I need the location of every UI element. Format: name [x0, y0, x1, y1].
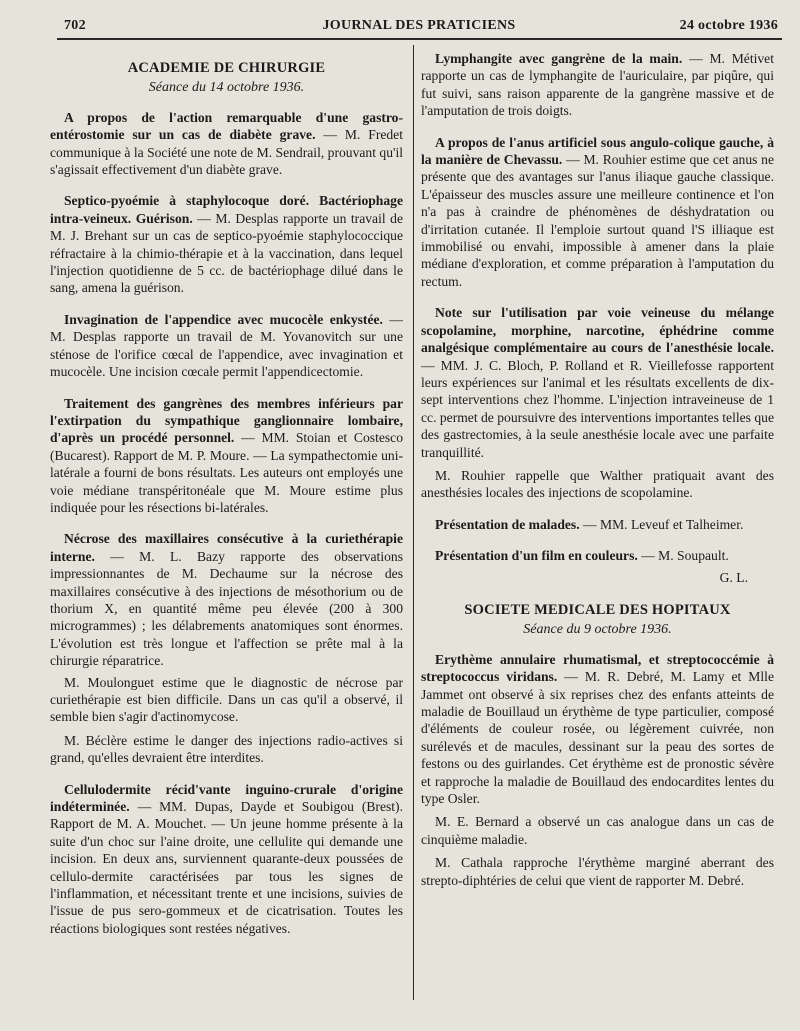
- article-item: [421, 813, 774, 848]
- article-body: M. Béclère estime le danger des injections radio-actives si grand, qu'elles devraient être interdites.: [50, 732, 403, 766]
- header-rule: [57, 38, 782, 40]
- article-heading: Présentation d'un film en couleurs.: [435, 548, 638, 564]
- article-body: — M. Desplas rapporte un travail de M. J. Brehant sur un cas de septico-pyoémie staphylococcique réfractaire à la chimio-thérapie et à la vaccination, dans lequel l'injection quotidienne de 5 cc. de bactériophage dilué dans le sang, amena la guérison.: [50, 210, 403, 296]
- article-heading: Lymphangite avec gangrène de la main.: [435, 51, 683, 66]
- article-item: [421, 651, 774, 808]
- article-item: [421, 467, 774, 502]
- issue-date: 24 octobre 1936: [679, 18, 778, 33]
- article-item: [421, 547, 774, 564]
- article-body: — MM. Stoian et Costesco (Bucarest). Rapport de M. P. Moure. — La sympathectomie uni-latérale a fourni de bons résultats. Les auteurs ont employés une voie médiane transpéritonéale que M. Moure estime plus indiquée pour les résections bi-latérales.: [50, 430, 404, 515]
- article-item: [50, 732, 403, 767]
- article-heading: Erythème annulaire rhumatismal, et streptococcémie à streptococcus viridans.: [421, 651, 774, 685]
- column-divider: [413, 45, 414, 1000]
- article-item: [421, 304, 774, 461]
- article-body: M. E. Bernard a observé un cas analogue dans un cas de cinquième maladie.: [421, 814, 774, 847]
- article-heading: Invagination de l'appendice avec mucocèle enkystée.: [64, 311, 383, 327]
- journal-title: JOURNAL DES PRATICIENS: [322, 18, 516, 33]
- page-number: 702: [64, 18, 86, 33]
- section-date-hopitaux: Séance du 9 octobre 1936.: [523, 622, 672, 638]
- article-item: [421, 854, 774, 889]
- article-body: — M. L. Bazy rapporte des observations impressionnantes de M. Dechaume sur la nécrose des maxillaires consécutive à des injections de mésothorium ou de thorium X, en quantité même peu élevée (200 à 300 microgrammes) ; les délabrements anatomiques sont énormes. L'évolution est très longue et l'affection se prête mal à la chirurgie réparatrice.: [50, 548, 403, 669]
- article-item: [50, 781, 403, 938]
- running-header: [60, 14, 778, 36]
- article-body: — M. Rouhier estime que cet anus ne présente que des avantages sur l'anus iliaque gauche classique. L'épaisseur des muscles assure une meilleure continence et l'on n'a pas à craindre de phénomènes de déshydratation ou d'irritation cutanée. Il l'emploie surtout quand l'S illiaque est immobilisé ou envahi, impossible à amener dans la plaie médiane d'exploration, et comme préparation à l'amputation du rectum.: [421, 152, 775, 289]
- article-heading: Note sur l'utilisation par voie veineuse du mélange scopolamine, morphine, narcotine, éphédrine comme analgésique complémentaire au cours de l'anesthésie locale.: [421, 305, 774, 356]
- article-body: — MM. Dupas, Dayde et Soubigou (Brest). Rapport de M. A. Mouchet. — Un jeune homme présente à la suite d'un choc sur l'aine droite, une cellulite qui demande une incision. En deux ans, surviennent quarante-deux poussées de cellulo-dermite caractérisées par tous les signes de l'inflammation, et nécessitant trente et une incisions, suivies de l'issue de pus sero-gommeux et de cicatrisation. Toutes les réactions biologiques sont restées négatives.: [50, 799, 403, 936]
- article-heading: Cellulodermite récid'vante inguino-crurale d'origine indéterminée.: [50, 781, 403, 815]
- article-item: [50, 395, 403, 517]
- article-body: — MM. J. C. Bloch, P. Rolland et R. Vieillefosse rapportent leurs expériences sur l'animal et les résultats excellents de dix-sept interventions chez l'homme. L'injection intraveineuse de 1 cc. permet de poursuivre des interventions importantes telles que des gastrectomies, à la seule anesthésie locale avec une parfaite tranquillité.: [421, 357, 774, 460]
- article-body: — MM. Leveuf et Talheimer.: [579, 516, 744, 532]
- article-item: [50, 530, 403, 669]
- article-body: M. Rouhier rappelle que Walther pratiquait avant des anesthésies locales des injections de scopolamine.: [421, 467, 774, 501]
- article-item: [421, 50, 774, 120]
- signature: G. L.: [719, 569, 748, 585]
- article-item: [50, 311, 403, 381]
- article-item: [421, 134, 774, 291]
- article-body: — M. R. Debré, M. Lamy et Mlle Jammet ont observé à six reprises chez des enfants atteints de maladie de Bouillaud un érythème de type particulier, composé d'éléments de couleur rosée, ou légèrement cuivrée, non surélevés et de macules, dessinant sur la peau des sortes de festons ou des guirlandes. Cet érythème est de pronostic sévère et rapproche la maladie de Bouillaud des endocardites lentes du type Osler.: [421, 669, 774, 807]
- article-body: — M. Métivet rapporte un cas de lymphangite de l'auriculaire, par piqûre, qui fut suivi, sans raison apparente de la gangrène massive et de l'amputation de trois doigts.: [421, 51, 774, 119]
- section-date-academie: Séance du 14 octobre 1936.: [148, 80, 305, 96]
- article-item: [50, 674, 403, 726]
- article-body: M. Moulonguet estime que le diagnostic de nécrose par curiethérapie est bien difficile. Dans un cas qu'il a observé, il semble bien s'agir d'actinomycose.: [50, 674, 403, 725]
- article-item: [421, 516, 774, 533]
- article-item: [50, 109, 403, 179]
- left-column: [50, 50, 403, 951]
- left-items: [50, 109, 403, 937]
- article-heading: A propos de l'anus artificiel sous angulo-colique gauche, à la manière de Chevassu.: [421, 134, 774, 168]
- article-heading: Traitement des gangrènes des membres inférieurs par l'extirpation du sympathique ganglionnaire lombaire, d'après un procédé personnel.: [50, 395, 403, 446]
- section-title-academie: ACADEMIE DE CHIRURGIE: [127, 60, 326, 76]
- article-body: — M. Fredet communique à la Société une note de M. Sendrail, prouvant qu'il s'agissait effectivement d'un diabète grave.: [50, 127, 403, 178]
- article-body: M. Cathala rapproche l'érythème marginé aberrant des strepto-diphtéries de celui que vient de rapporter M. Debré.: [421, 855, 774, 888]
- article-body: — M. Soupault.: [637, 548, 729, 564]
- article-heading: Nécrose des maxillaires consécutive à la curiethérapie interne.: [50, 531, 403, 564]
- article-item: [50, 192, 403, 296]
- article-body: — M. Desplas rapporte un travail de M. Yovanovitch sur une sténose de l'orifice cœcal de l'appendice, avec invagination et mucocèle. Une incision cœcale permit l'appendicectomie.: [50, 311, 403, 380]
- right-column: [421, 50, 774, 903]
- section-title-hopitaux: SOCIETE MEDICALE DES HOPITAUX: [464, 601, 731, 618]
- article-heading: A propos de l'action remarquable d'une gastro-entérostomie sur un cas de diabète grave.: [50, 109, 403, 143]
- article-heading: Septico-pyoémie à staphylocoque doré. Bactériophage intra-veineux. Guérison.: [50, 193, 403, 226]
- article-heading: Présentation de malades.: [435, 516, 580, 532]
